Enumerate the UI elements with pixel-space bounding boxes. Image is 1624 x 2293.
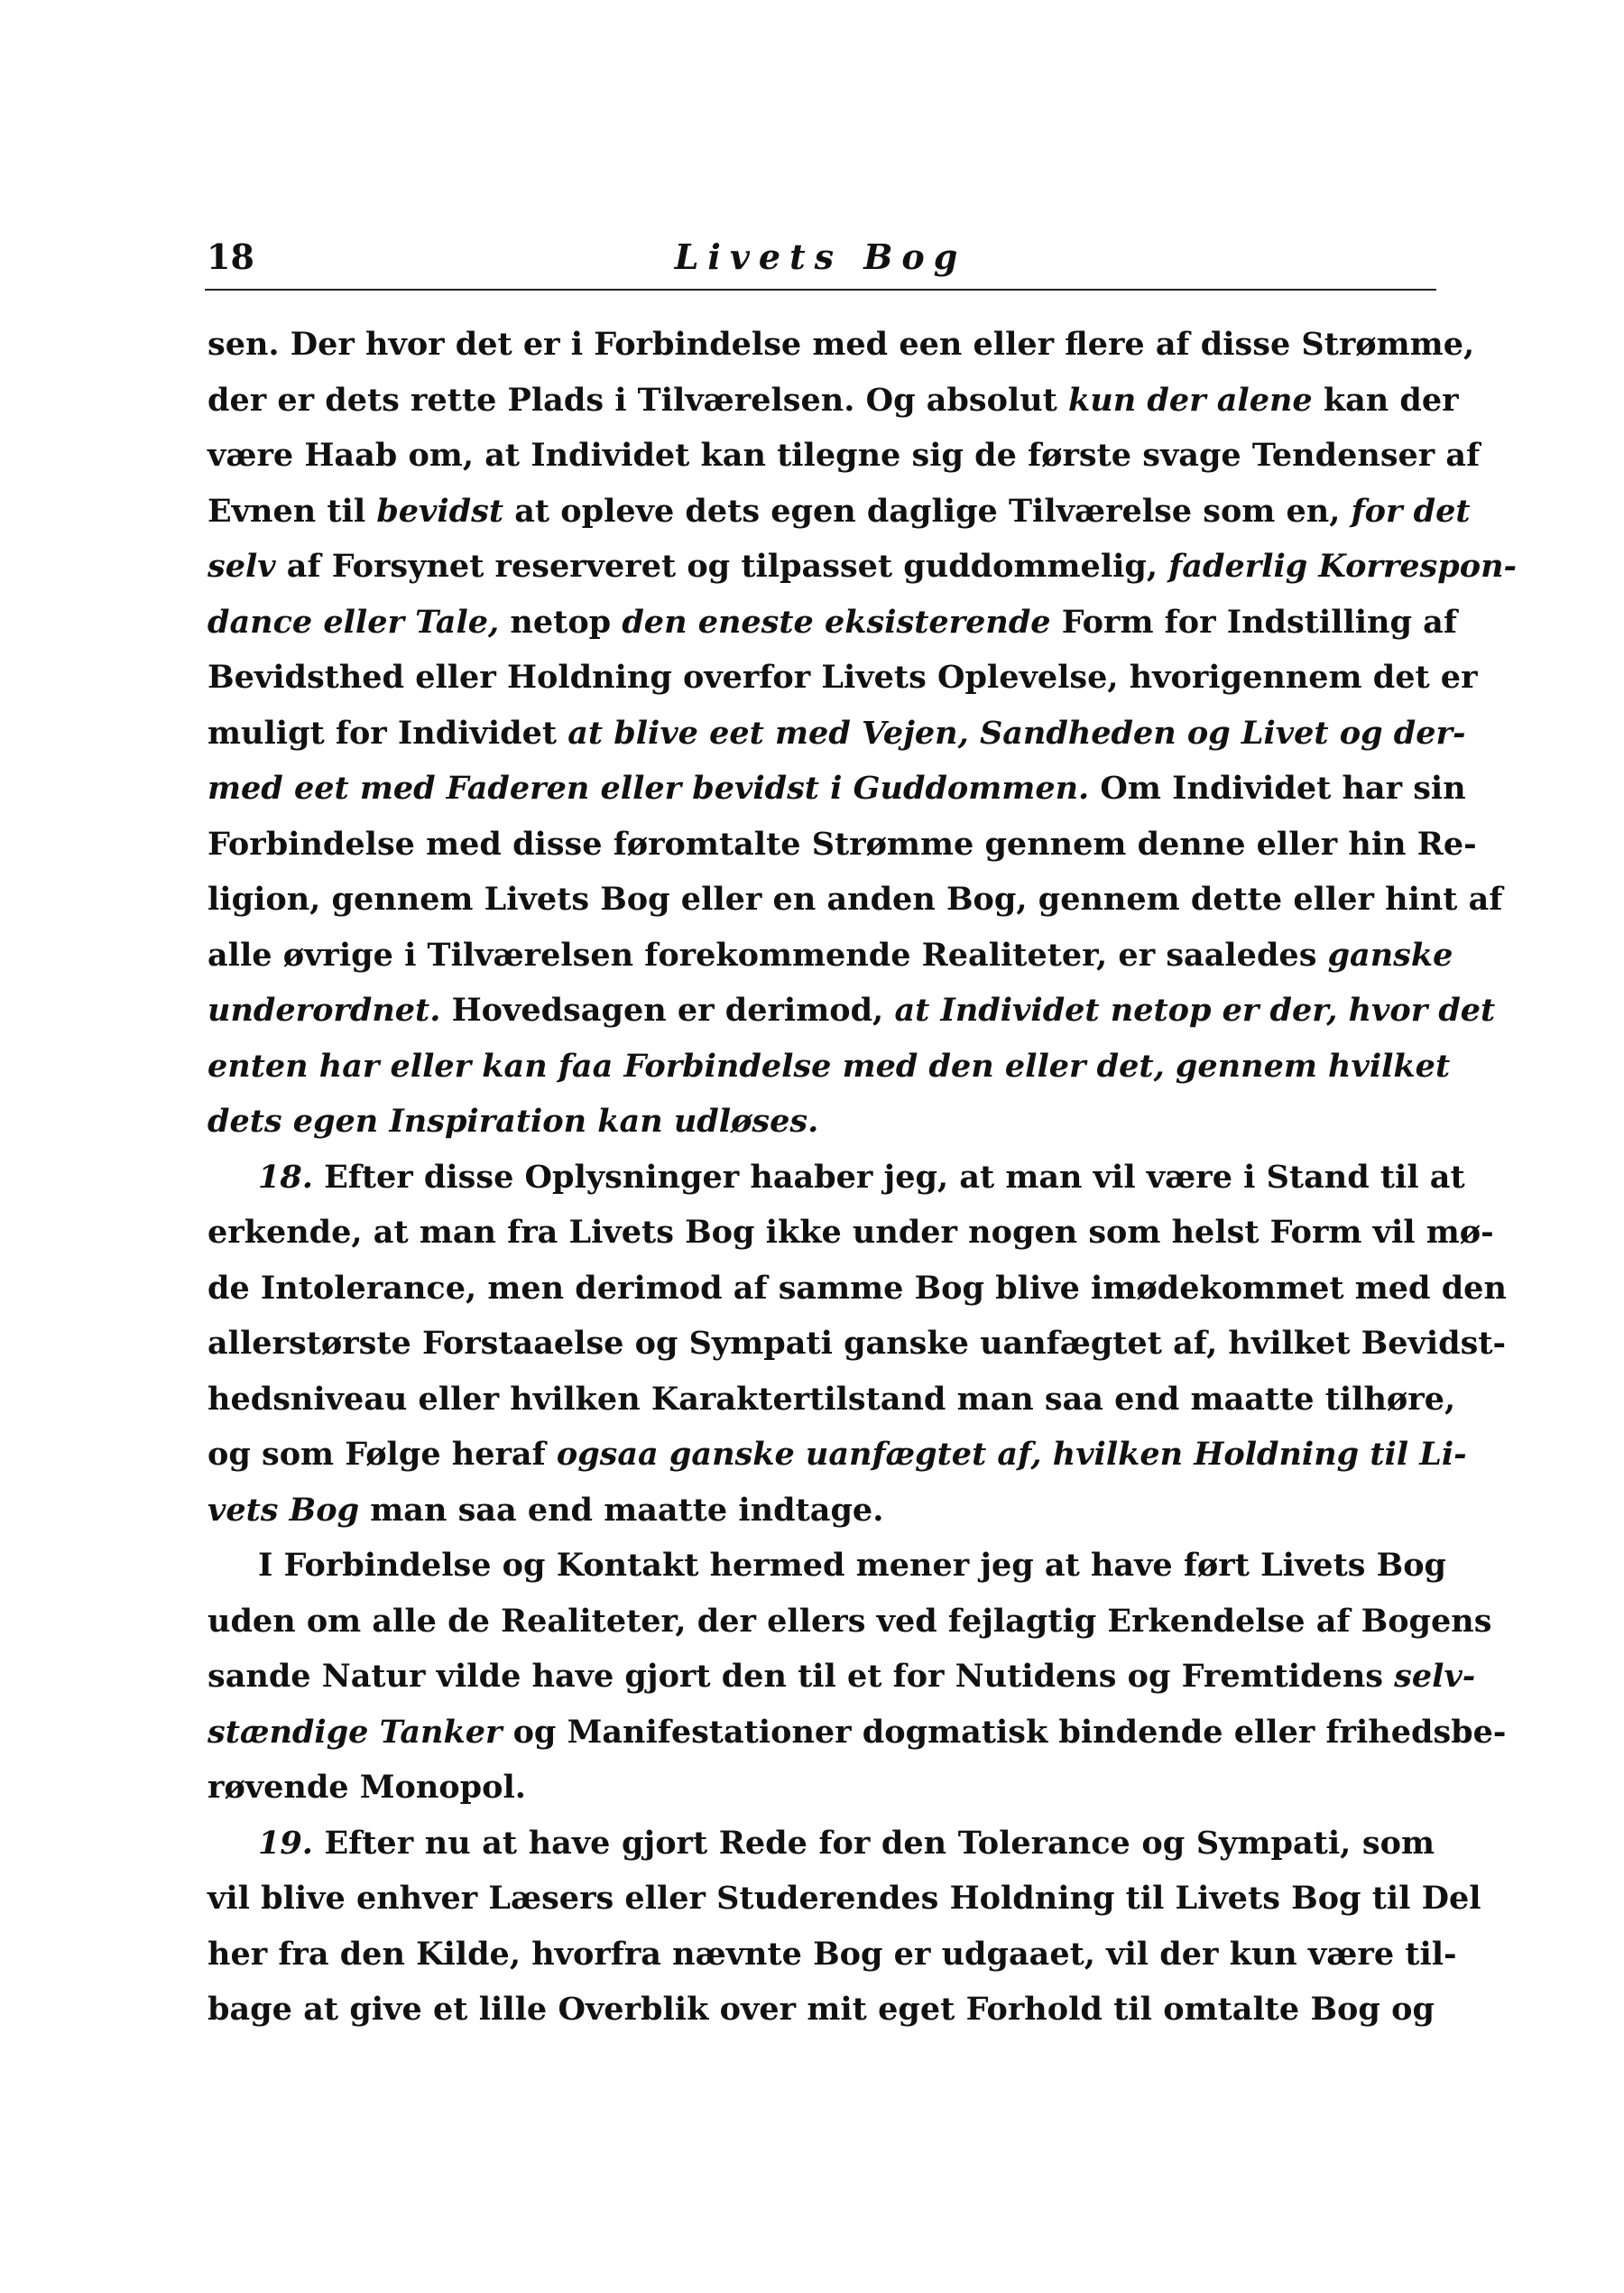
text-line (208, 1816, 1435, 1872)
text-segment: røvende Monopol. (208, 1769, 526, 1806)
text-segment: uden om alle de Realiteter, der ellers ved fejlagtig Erkendelse af Bogens (208, 1602, 1492, 1640)
text-segment: Efter nu at have gjort Rede for den Tolerance og Sympati, som (312, 1824, 1435, 1862)
italic-text: dance eller Tale, (208, 603, 500, 641)
text-segment: af Forsynet reserveret og tilpasset guddommelig, (275, 548, 1169, 585)
text-line (208, 1039, 1451, 1095)
text-segment: hedsniveau eller hvilken Karaktertilstand man saa end maatte tilhøre, (208, 1380, 1456, 1418)
text-line (208, 1538, 1447, 1594)
text-segment: Hovedsagen er derimod, (440, 992, 895, 1029)
text-line (208, 1871, 1481, 1927)
italic-text: den eneste eksisterende (622, 603, 1051, 641)
text-segment: allerstørste Forstaaelse og Sympati ganske uanfægtet af, hvilket Bevidst- (208, 1325, 1507, 1362)
text-line (208, 1705, 1507, 1761)
italic-text: at Individet netop er der, hvor det (894, 992, 1496, 1029)
italic-text: faderlig Korrespon- (1168, 548, 1518, 585)
text-segment: Bevidsthed eller Holdning overfor Livets Oplevelse, hvorigennem det er (208, 659, 1478, 696)
italic-text: med eet med Faderen eller bevidst i Guddommen. (208, 770, 1090, 807)
italic-text: stændige Tanker (208, 1713, 503, 1751)
text-segment: man saa end maatte indtage. (359, 1491, 884, 1529)
italic-text: selv (208, 548, 276, 585)
text-segment: de Intolerance, men derimod af samme Bog blive imødekommet med den (208, 1269, 1507, 1307)
italic-text: enten har eller kan faa Forbindelse med den eller det, gennem hvilket (208, 1047, 1451, 1085)
text-segment: være Haab om, at Individet kan tilegne sig de første svage Tendenser af (208, 437, 1481, 474)
text-line (208, 928, 1453, 984)
text-segment: muligt for Individet (208, 714, 568, 752)
text-segment: sen. Der hvor det er i Forbindelse med een eller flere af disse Strømme, (208, 326, 1475, 363)
page-header (205, 233, 1436, 291)
text-line (208, 1261, 1507, 1317)
text-segment: sande Natur vilde have gjort den til et for Nutidens og Fremtidens (208, 1658, 1395, 1695)
italic-text: ganske (1327, 936, 1453, 974)
text-line (208, 1316, 1507, 1372)
italic-text: bevidst (376, 492, 504, 530)
text-line (208, 1150, 1465, 1206)
text-segment: der er dets rette Plads i Tilværelsen. Og absolut (208, 381, 1069, 419)
italic-text: 19. (258, 1824, 313, 1862)
text-line (208, 1760, 1435, 1816)
text-line (208, 983, 1496, 1039)
text-segment: alle øvrige i Tilværelsen forekommende Realiteter, er saaledes (208, 936, 1328, 974)
text-line (208, 1649, 1476, 1705)
italic-text: dets egen Inspiration kan udløses. (208, 1103, 819, 1140)
text-segment: Form for Indstilling af (1050, 603, 1457, 641)
text-line (208, 428, 1481, 484)
text-line (208, 706, 1466, 762)
text-segment: ligion, gennem Livets Bog eller en anden Bog, gennem dette eller hint af (208, 881, 1503, 918)
text-segment: netop (499, 603, 623, 641)
text-line (208, 595, 1457, 651)
text-line (208, 373, 1459, 429)
text-line (208, 872, 1503, 928)
text-segment: Evnen til (208, 492, 377, 530)
italic-text: vets Bog (208, 1491, 360, 1529)
text-line (208, 761, 1466, 817)
text-segment: her fra den Kilde, hvorfra nævnte Bog er udgaaet, vil der kun være til- (208, 1935, 1457, 1973)
text-segment: I Forbindelse og Kontakt hermed mener jeg at have ført Livets Bog (258, 1547, 1447, 1584)
text-segment: vil blive enhver Læsers eller Studerendes Holdning til Livets Bog til Del (208, 1880, 1481, 1917)
text-line (208, 484, 1471, 540)
running-title: Livets Bog (674, 236, 967, 277)
text-line (208, 1094, 1435, 1150)
text-segment: erkende, at man fra Livets Bog ikke under nogen som helst Form vil mø- (208, 1214, 1494, 1251)
italic-text: 18. (258, 1158, 313, 1196)
italic-text: at blive eet med Vejen, Sandheden og Livet og der- (567, 714, 1466, 752)
text-line (208, 1427, 1467, 1483)
text-segment: Om Individet har sin (1089, 770, 1466, 807)
page-number: 18 (207, 236, 254, 277)
text-line (208, 1205, 1494, 1261)
text-segment: og som Følge heraf (208, 1436, 557, 1473)
text-line (208, 1927, 1457, 1983)
text-line (208, 1483, 1435, 1539)
italic-text: ogsaa ganske uanfægtet af, hvilken Holdning til Li- (556, 1436, 1467, 1473)
text-line (208, 317, 1475, 373)
text-line (208, 650, 1478, 706)
italic-text: kun der alene (1068, 381, 1313, 419)
text-segment: bage at give et lille Overblik over mit eget Forhold til omtalte Bog og (208, 1991, 1435, 2028)
text-line (208, 817, 1477, 873)
text-line (208, 1372, 1456, 1428)
text-line (208, 1982, 1435, 2038)
italic-text: selv- (1394, 1658, 1476, 1695)
italic-text: underordnet. (208, 992, 441, 1029)
italic-text: for det (1351, 492, 1471, 530)
text-line (208, 1594, 1492, 1650)
text-segment: Forbindelse med disse føromtalte Strømme gennem denne eller hin Re- (208, 825, 1477, 863)
body-text (208, 317, 1518, 2038)
text-segment: kan der (1312, 381, 1459, 419)
text-segment: Efter disse Oplysninger haaber jeg, at man vil være i Stand til at (312, 1158, 1465, 1196)
text-segment: at opleve dets egen daglige Tilværelse som en, (503, 492, 1352, 530)
text-segment: og Manifestationer dogmatisk bindende eller frihedsbe- (502, 1713, 1507, 1751)
text-line (208, 539, 1518, 595)
